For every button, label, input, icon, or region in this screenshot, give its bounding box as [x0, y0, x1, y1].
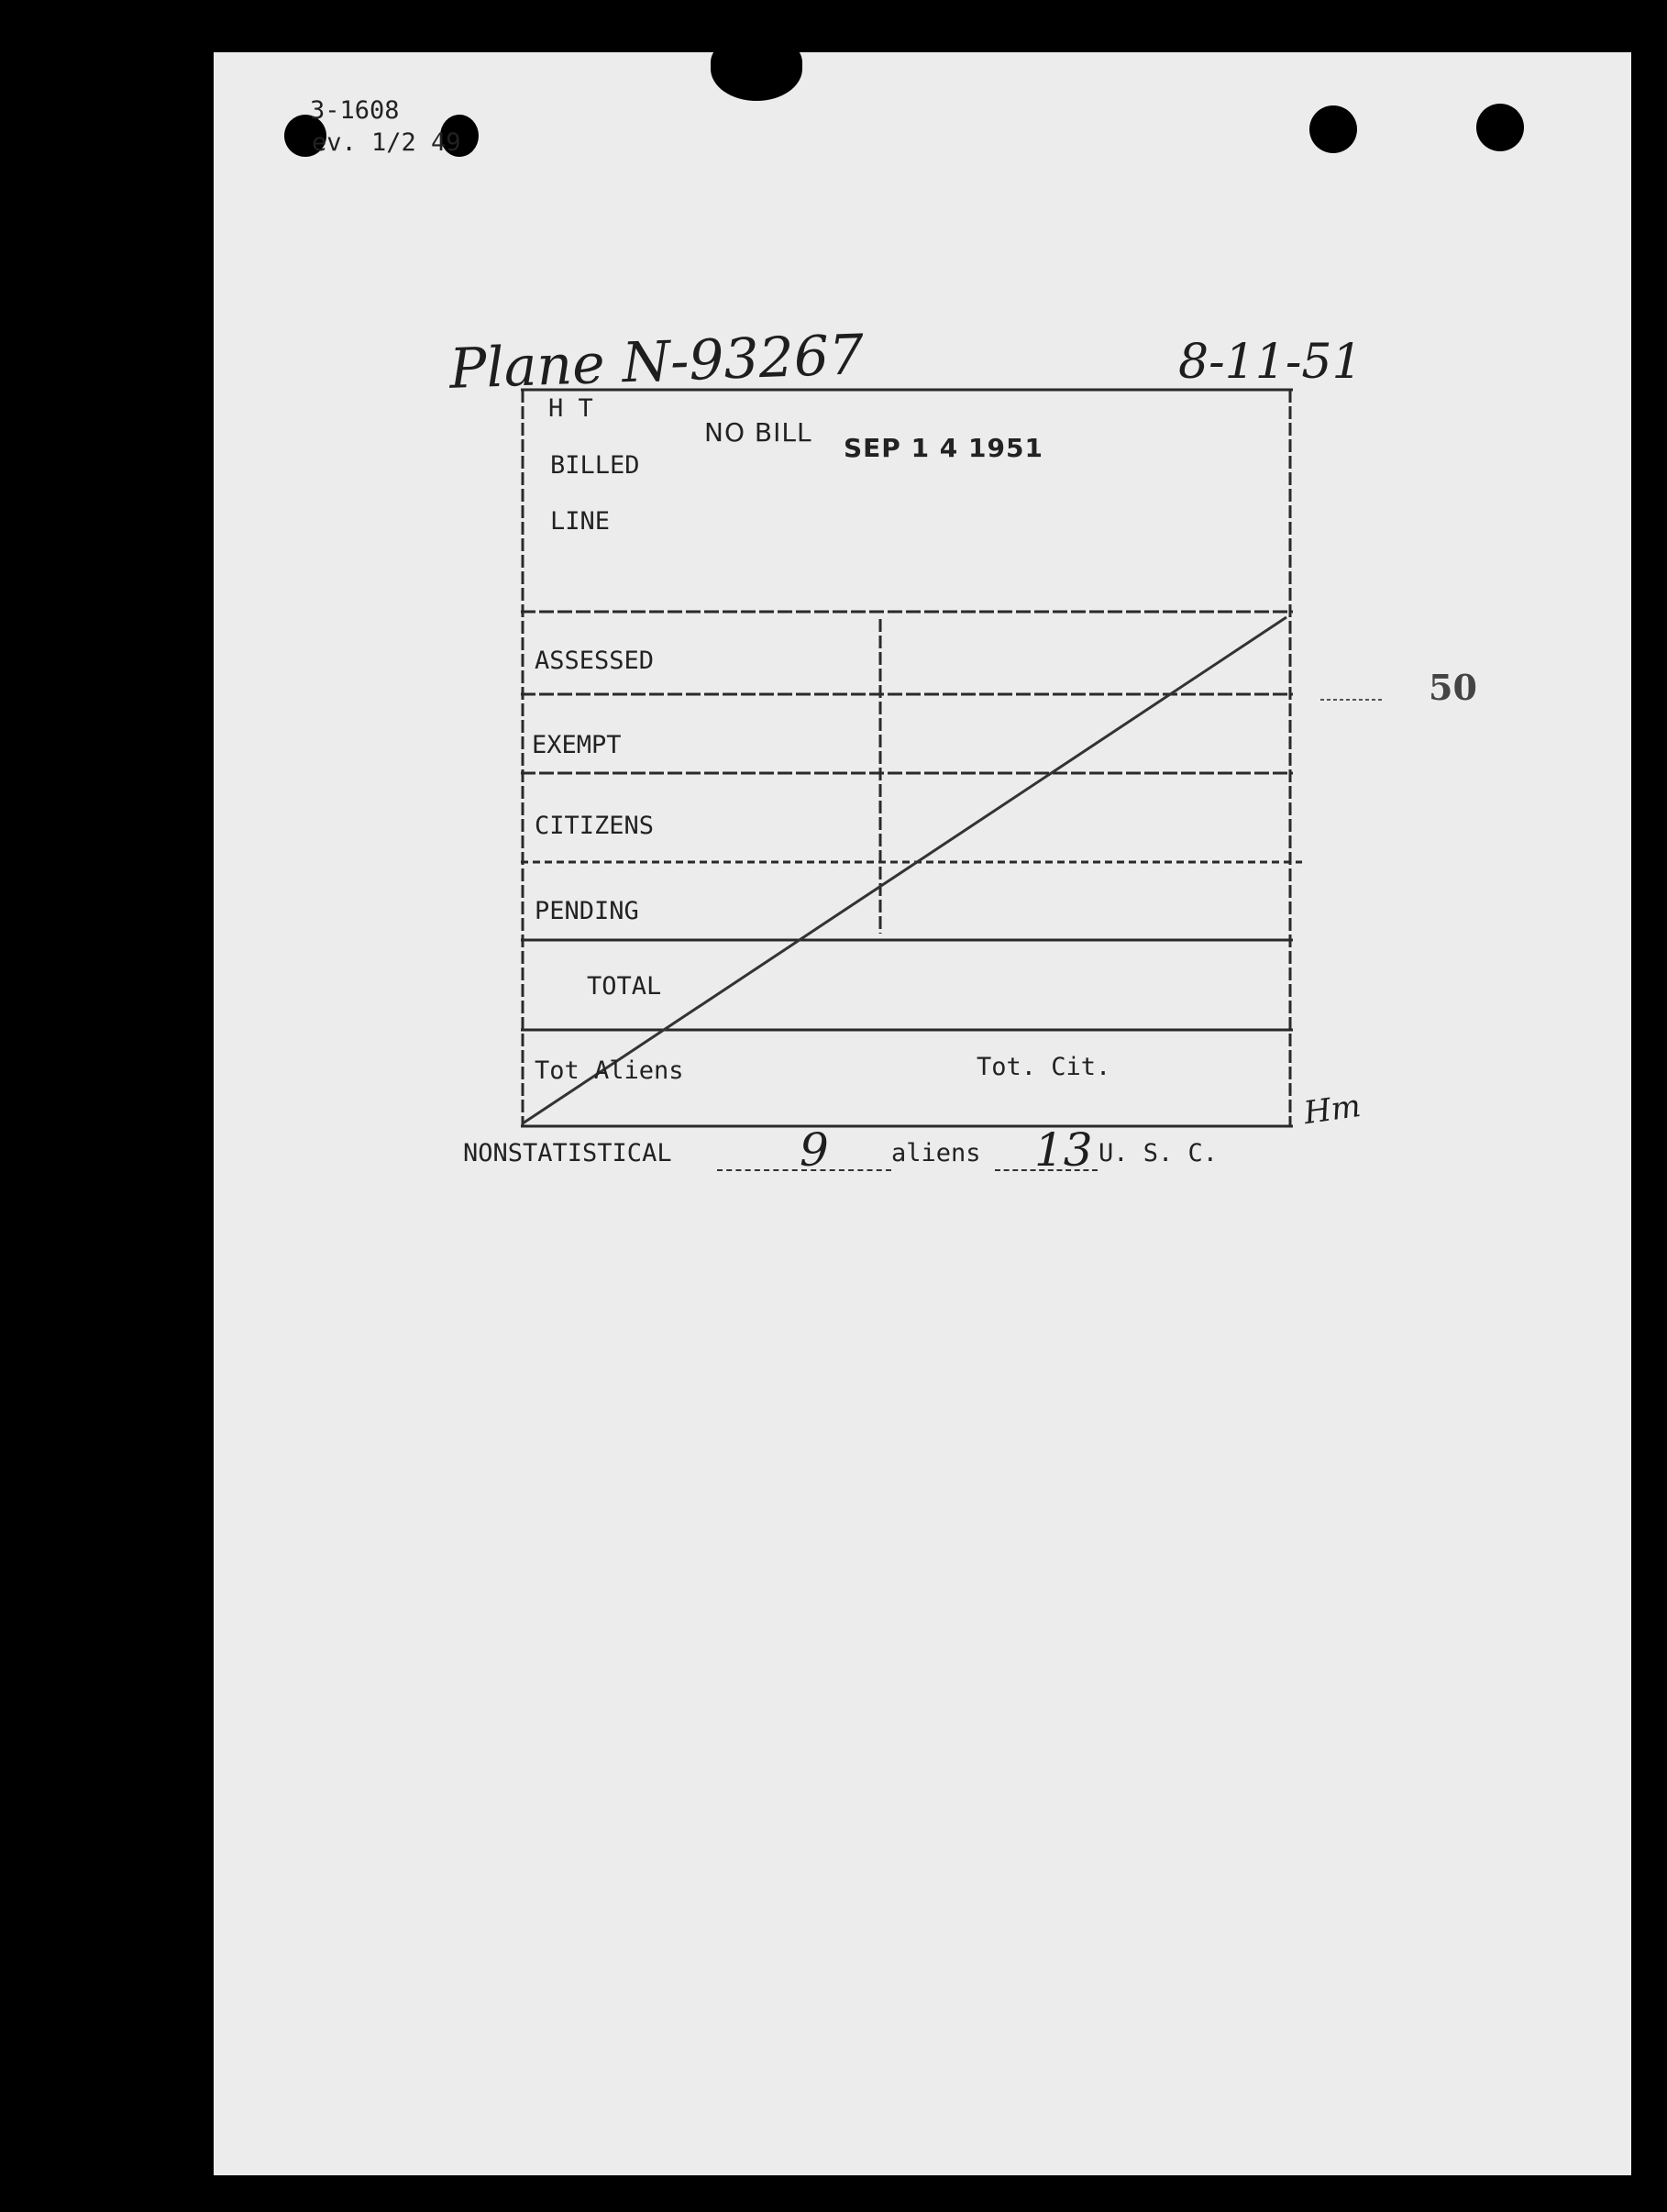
row-label-line: LINE [550, 507, 611, 536]
nonstatistical-label: NONSTATISTICAL [463, 1139, 672, 1167]
row-label-exempt: EXEMPT [532, 731, 622, 759]
handwritten-initials: Hm [1301, 1087, 1363, 1133]
row-label-pending: PENDING [535, 897, 639, 925]
no-bill-stamp: NO BILL [704, 417, 812, 448]
form-number: 3-1608 [310, 96, 400, 125]
form-revision: ev. 1/2 49 [312, 128, 461, 157]
row-label-ht: H T [548, 394, 593, 423]
row-label-citizens: CITIZENS [535, 812, 655, 840]
row-label-total: TOTAL [587, 972, 662, 1001]
handwritten-date: 8-11-51 [1178, 335, 1363, 390]
row-label-assessed: ASSESSED [535, 647, 655, 675]
usc-count: 13 [1034, 1123, 1093, 1177]
aliens-count: 9 [800, 1123, 829, 1177]
date-stamp: SEP 1 4 1951 [844, 433, 1043, 463]
row-label-tot-cit: Tot. Cit. [977, 1053, 1111, 1081]
plane-number: Plane N-93267 [447, 323, 866, 402]
row-label-billed: BILLED [550, 451, 640, 480]
margin-number: 50 [1429, 667, 1477, 708]
row-label-tot-aliens: Tot Aliens [535, 1056, 684, 1085]
usc-label: U. S. C. [1098, 1139, 1219, 1167]
aliens-label: aliens [891, 1139, 981, 1167]
